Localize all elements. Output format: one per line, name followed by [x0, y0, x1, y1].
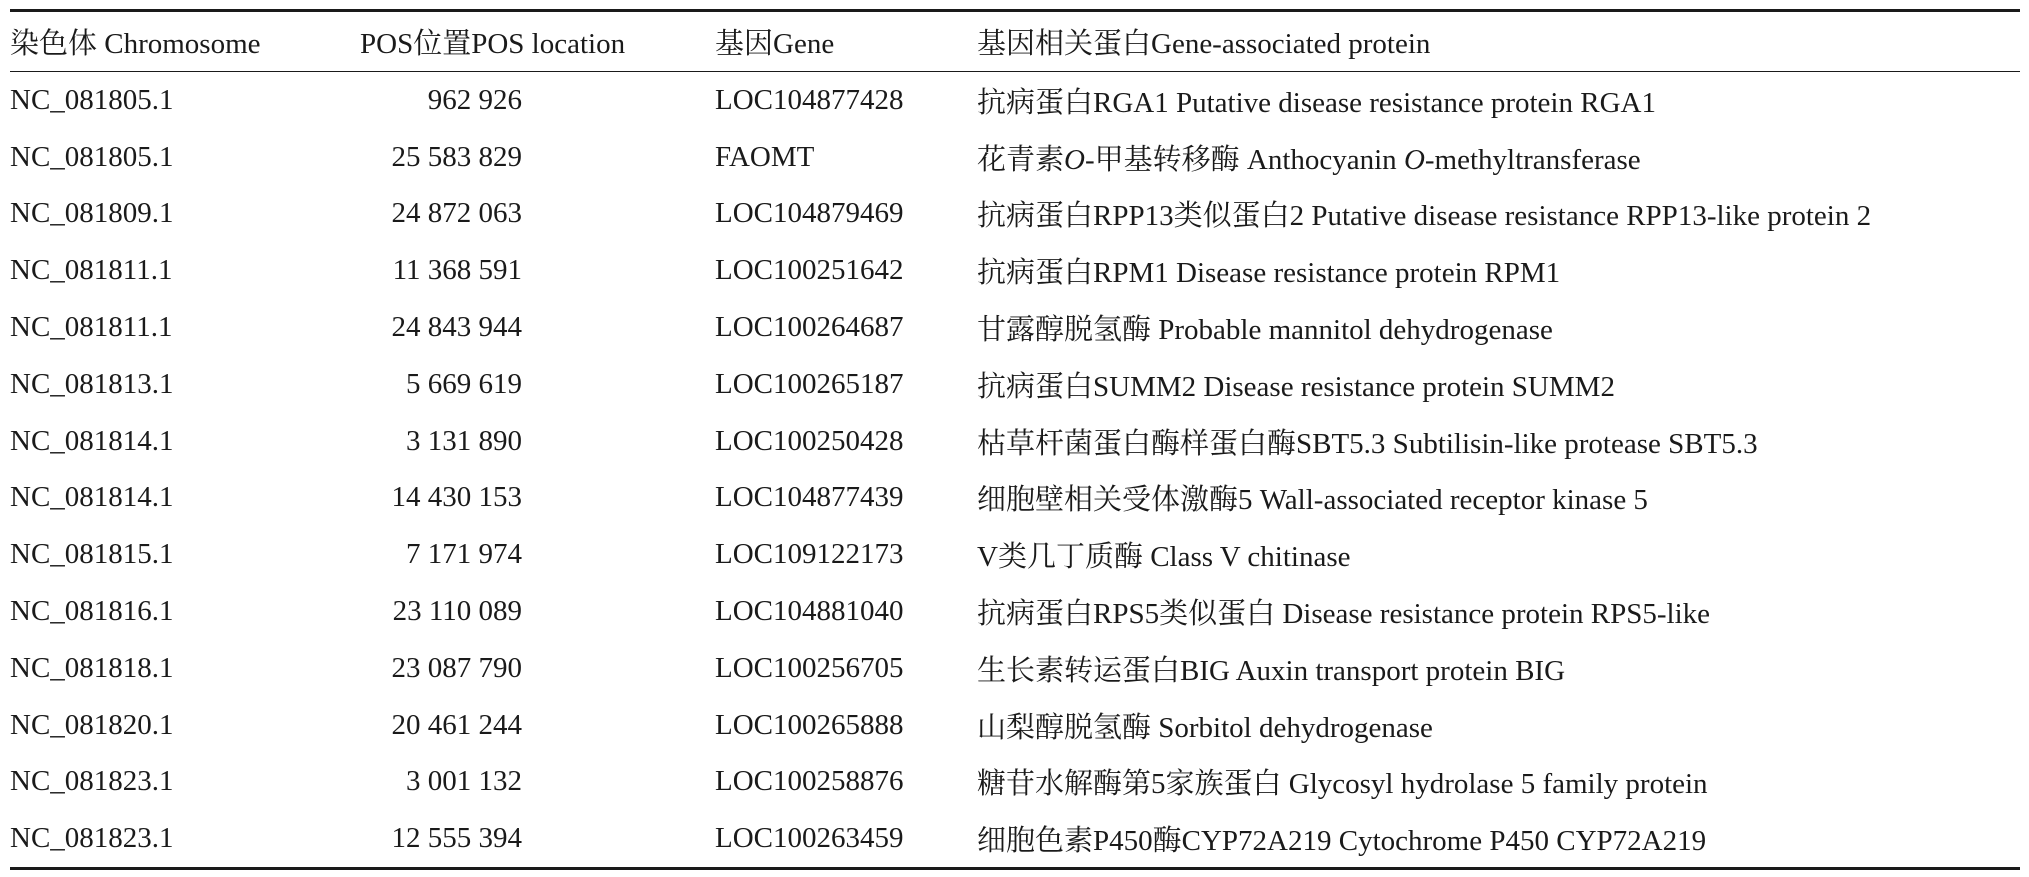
protein-text: 抗病蛋白RPS5类似蛋白 Disease resistance protein RPS5-like: [977, 598, 1711, 631]
cell-protein: [977, 810, 2020, 868]
cell-protein: [977, 697, 2020, 754]
header-pos: POS位置POS location: [360, 28, 626, 60]
cell-pos: 24 872 063: [391, 197, 522, 230]
cell-gene: LOC100264687: [715, 311, 904, 344]
header-row: [10, 11, 2020, 72]
table-row: [10, 413, 2020, 470]
cell-gene: LOC104877428: [715, 83, 904, 116]
protein-italic-o: O: [1064, 143, 1085, 176]
protein-text: 细胞色素P450酶CYP72A219 Cytochrome P450 CYP72A219: [977, 825, 1707, 858]
cell-protein: [977, 413, 2020, 470]
cell-pos: 7 171 974: [406, 538, 522, 571]
table-row: [10, 640, 2020, 697]
cell-pos: 12 555 394: [391, 822, 522, 855]
protein-text: 山梨醇脱氢酶 Sorbitol dehydrogenase: [977, 711, 1433, 744]
cell-pos: 962 926: [427, 83, 522, 116]
cell-chromosome: NC_081814.1: [10, 481, 174, 514]
table-header: [10, 11, 2020, 72]
cell-gene: LOC104881040: [715, 595, 904, 628]
protein-text: 抗病蛋白RPM1 Disease resistance protein RPM1: [977, 257, 1561, 290]
cell-gene: LOC100265187: [715, 367, 904, 400]
cell-gene: LOC109122173: [715, 538, 904, 571]
cell-pos: 3 131 890: [406, 424, 522, 457]
table-row: [10, 299, 2020, 356]
cell-chromosome: NC_081820.1: [10, 708, 174, 741]
header-protein: 基因相关蛋白Gene-associated protein: [977, 28, 1431, 60]
table-row: [10, 754, 2020, 811]
cell-protein: [977, 356, 2020, 413]
cell-protein: [977, 754, 2020, 811]
cell-protein: [977, 186, 2020, 243]
cell-pos: 25 583 829: [391, 140, 522, 173]
protein-text: V类几丁质酶 Class V chitinase: [977, 541, 1351, 574]
protein-text: 花青素: [977, 143, 1065, 176]
cell-gene: LOC104879469: [715, 197, 904, 230]
cell-protein: [977, 640, 2020, 697]
header-gene: 基因Gene: [715, 28, 835, 60]
cell-protein: [977, 129, 2020, 186]
protein-italic-o: O: [1403, 143, 1425, 176]
table-row: [10, 242, 2020, 299]
cell-chromosome: NC_081805.1: [10, 140, 174, 173]
cell-gene: LOC100265888: [715, 708, 904, 741]
table-row: [10, 583, 2020, 640]
cell-pos: 11 368 591: [392, 254, 522, 287]
table-body: [10, 72, 2020, 869]
cell-pos: 14 430 153: [391, 481, 522, 514]
protein-text: 糖苷水解酶第5家族蛋白 Glycosyl hydrolase 5 family protein: [977, 768, 1708, 801]
cell-chromosome: NC_081818.1: [10, 651, 174, 684]
cell-gene: LOC100250428: [715, 424, 904, 457]
protein-text: 抗病蛋白RPP13类似蛋白2 Putative disease resistance RPP13-like protein 2: [977, 200, 1872, 233]
cell-chromosome: NC_081811.1: [10, 254, 173, 287]
cell-chromosome: NC_081813.1: [10, 367, 174, 400]
table-row: [10, 356, 2020, 413]
protein-text: 枯草杆菌蛋白酶样蛋白酶SBT5.3 Subtilisin-like protease SBT5.3: [977, 427, 1758, 460]
cell-protein: [977, 470, 2020, 527]
protein-text: -methyltransferase: [1424, 143, 1641, 176]
protein-text: 甘露醇脱氢酶 Probable mannitol dehydrogenase: [977, 314, 1553, 347]
cell-chromosome: NC_081805.1: [10, 83, 174, 116]
cell-gene: LOC104877439: [715, 481, 904, 514]
cell-pos: 23 110 089: [392, 595, 522, 628]
table-row: [10, 470, 2020, 527]
cell-chromosome: NC_081814.1: [10, 424, 174, 457]
cell-protein: [977, 72, 2020, 129]
protein-text: -甲基转移酶 Anthocyanin: [1084, 143, 1404, 176]
cell-chromosome: NC_081823.1: [10, 765, 174, 798]
cell-chromosome: NC_081811.1: [10, 311, 173, 344]
cell-chromosome: NC_081809.1: [10, 197, 174, 230]
cell-gene: LOC100263459: [715, 822, 904, 855]
cell-pos: 5 669 619: [406, 367, 522, 400]
cell-gene: LOC100251642: [715, 254, 904, 287]
table-row: [10, 129, 2020, 186]
cell-pos: 3 001 132: [406, 765, 522, 798]
protein-text: 抗病蛋白RGA1 Putative disease resistance protein RGA1: [977, 86, 1656, 119]
cell-pos: 23 087 790: [391, 651, 522, 684]
cell-chromosome: NC_081823.1: [10, 822, 174, 855]
table-row: [10, 697, 2020, 754]
cell-chromosome: NC_081815.1: [10, 538, 174, 571]
cell-pos: 24 843 944: [391, 311, 522, 344]
gene-table-container: [10, 9, 2020, 870]
cell-gene: LOC100258876: [715, 765, 904, 798]
gene-table: [10, 9, 2020, 870]
cell-protein: [977, 299, 2020, 356]
protein-text: 抗病蛋白SUMM2 Disease resistance protein SUMM2: [977, 370, 1615, 403]
cell-gene: FAOMT: [715, 140, 815, 173]
header-chromosome: 染色体 Chromosome: [10, 28, 261, 60]
protein-text: 细胞壁相关受体激酶5 Wall-associated receptor kinase 5: [977, 484, 1648, 517]
cell-protein: [977, 242, 2020, 299]
cell-chromosome: NC_081816.1: [10, 595, 174, 628]
cell-gene: LOC100256705: [715, 651, 904, 684]
cell-protein: [977, 526, 2020, 583]
table-row: [10, 186, 2020, 243]
cell-pos: 20 461 244: [391, 708, 522, 741]
protein-text: 生长素转运蛋白BIG Auxin transport protein BIG: [977, 654, 1566, 687]
table-row: [10, 526, 2020, 583]
cell-protein: [977, 583, 2020, 640]
table-row: [10, 72, 2020, 129]
table-row: [10, 810, 2020, 868]
